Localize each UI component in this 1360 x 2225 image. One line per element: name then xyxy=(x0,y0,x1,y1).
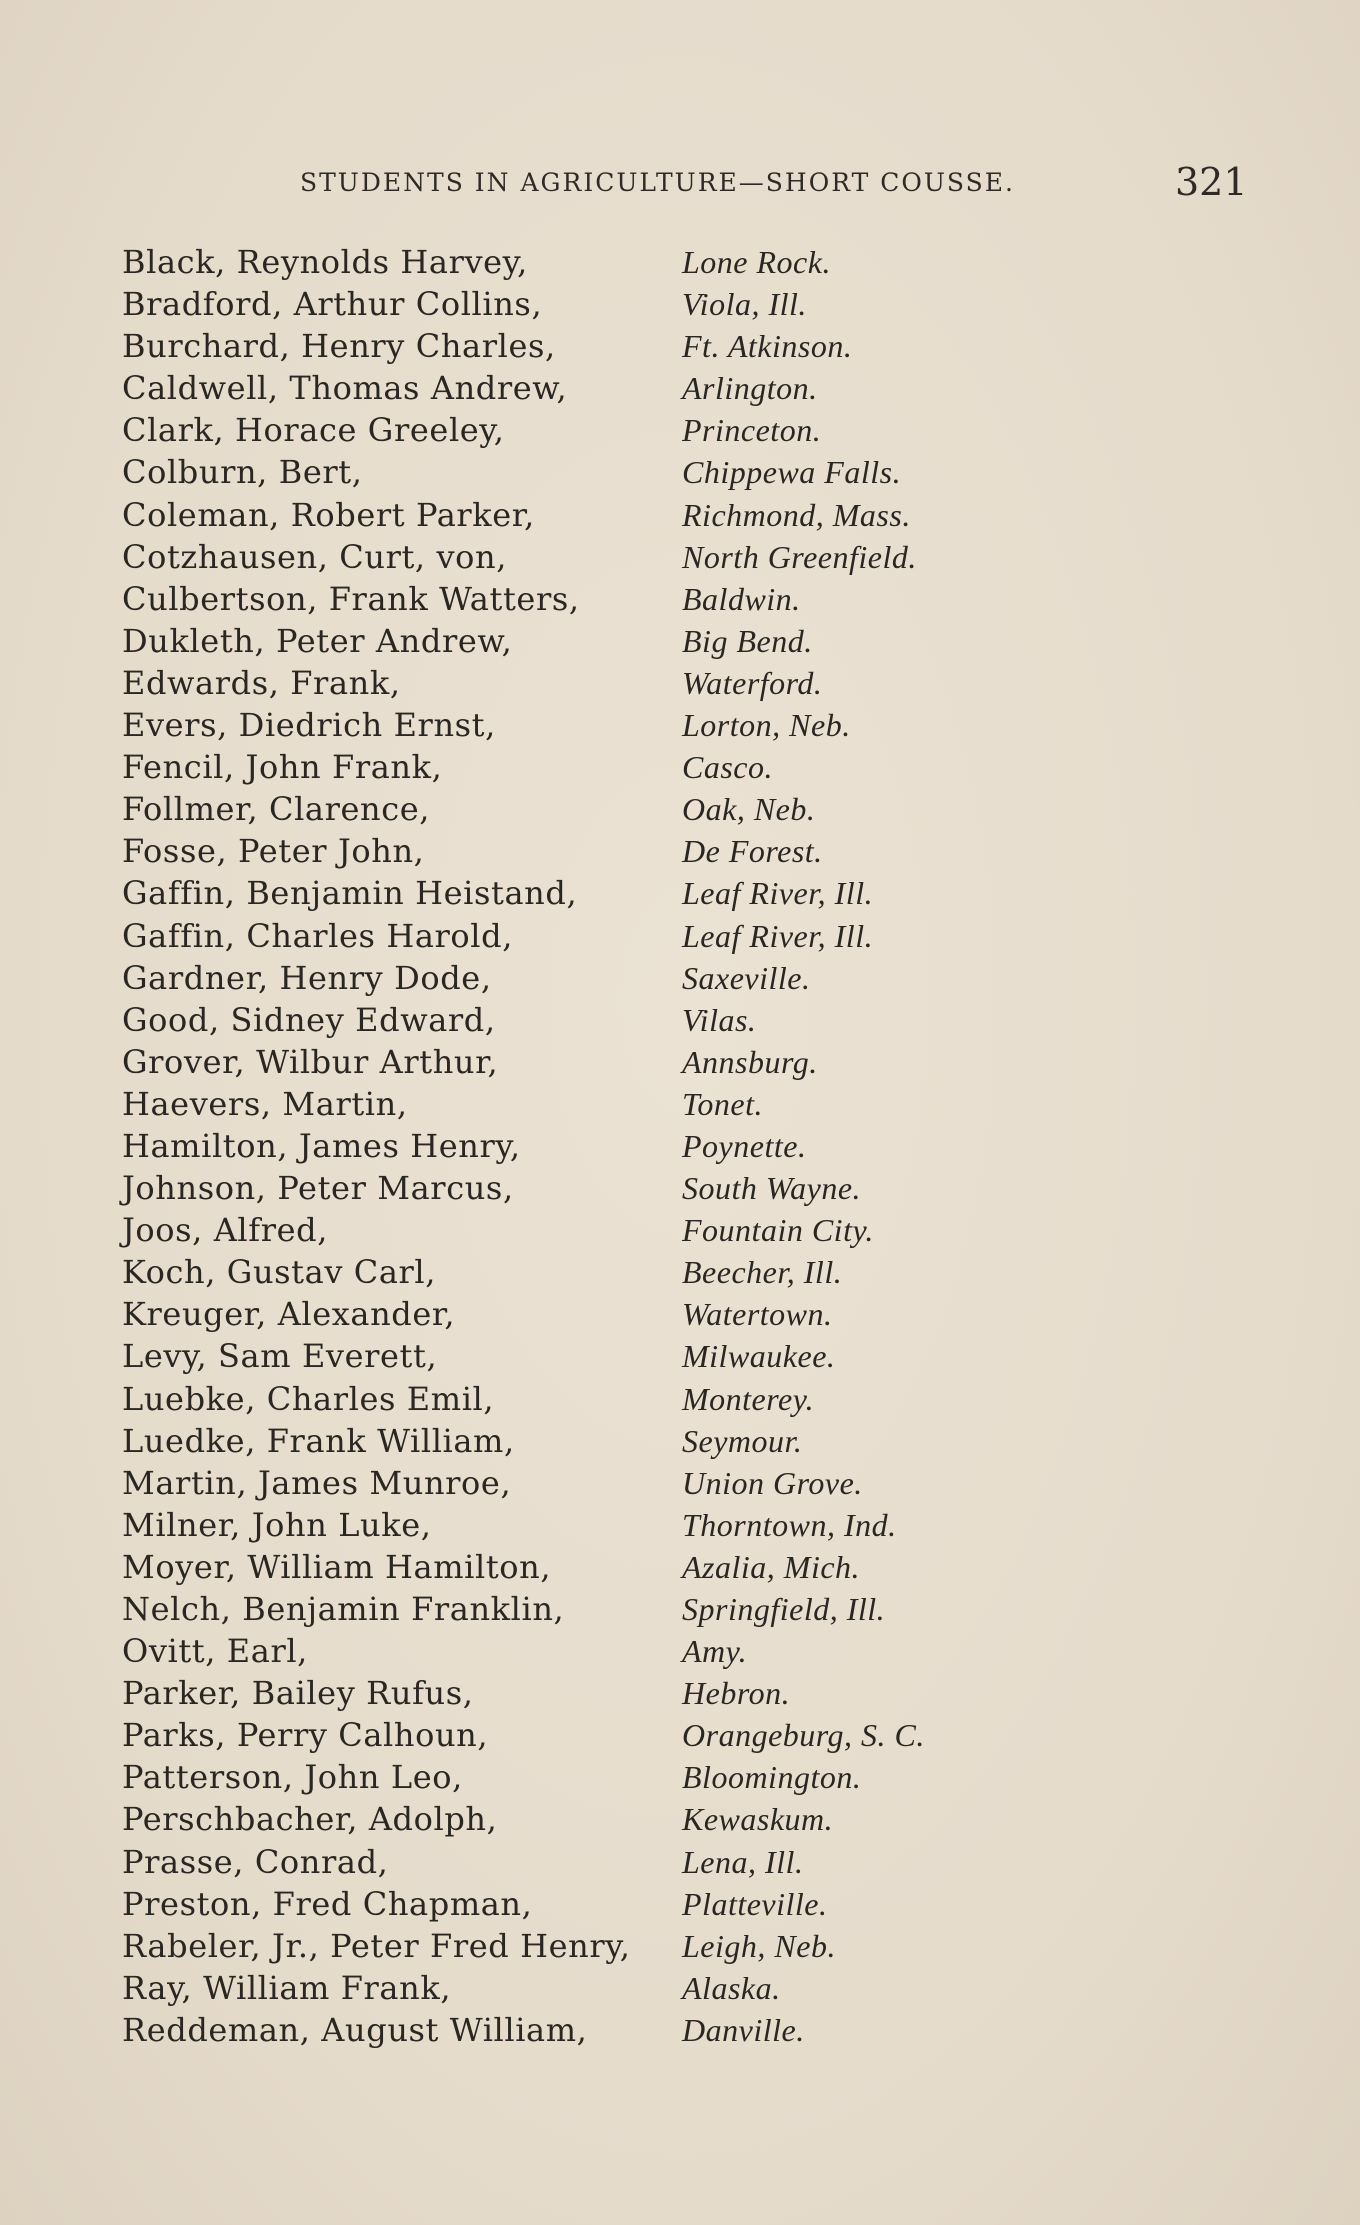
student-name: Preston, Fred Chapman, xyxy=(122,1884,533,1923)
student-hometown: Hebron. xyxy=(682,1675,791,1712)
student-name: Koch, Gustav Carl, xyxy=(122,1253,437,1292)
list-item xyxy=(0,578,1360,620)
student-name: Clark, Horace Greeley, xyxy=(122,411,505,450)
list-item xyxy=(0,1672,1360,1714)
list-item xyxy=(0,2009,1360,2051)
student-hometown: Waterford. xyxy=(682,664,823,701)
list-item xyxy=(0,1925,1360,1967)
list-item xyxy=(0,1083,1360,1125)
list-item xyxy=(0,325,1360,367)
list-item xyxy=(0,1420,1360,1462)
student-hometown: Seymour. xyxy=(682,1422,803,1459)
list-item xyxy=(0,620,1360,662)
student-name: Martin, James Munroe, xyxy=(122,1463,512,1502)
student-hometown: Alaska. xyxy=(682,1969,781,2006)
student-name: Nelch, Benjamin Franklin, xyxy=(122,1590,565,1628)
list-item xyxy=(0,1756,1360,1798)
student-name: Coleman, Robert Parker, xyxy=(122,495,535,534)
list-item xyxy=(0,662,1360,704)
student-hometown: Orangeburg, S. C. xyxy=(682,1717,925,1754)
student-name: Gaffin, Benjamin Heistand, xyxy=(122,874,578,913)
page-header xyxy=(0,160,1360,210)
student-hometown: Amy. xyxy=(682,1633,748,1670)
student-hometown: Kewaskum. xyxy=(682,1801,834,1838)
student-name: Culbertson, Frank Watters, xyxy=(122,579,580,618)
student-hometown: Annsburg. xyxy=(682,1043,818,1080)
student-name: Kreuger, Alexander, xyxy=(122,1295,456,1334)
list-item xyxy=(0,1251,1360,1293)
student-name: Ray, William Frank, xyxy=(122,1968,452,2007)
student-name: Luebke, Charles Emil, xyxy=(122,1379,495,1418)
student-hometown: Springfield, Ill. xyxy=(682,1591,886,1627)
student-hometown: Leigh, Neb. xyxy=(682,1927,836,1964)
student-hometown: Vilas. xyxy=(682,1001,757,1038)
student-hometown: Union Grove. xyxy=(682,1464,863,1501)
student-hometown: Platteville. xyxy=(682,1885,828,1922)
student-hometown: Azalia, Mich. xyxy=(682,1548,861,1585)
student-hometown: North Greenfield. xyxy=(682,538,917,575)
student-hometown: De Forest. xyxy=(682,833,823,870)
student-hometown: Baldwin. xyxy=(682,580,801,617)
student-name: Fencil, John Frank, xyxy=(122,748,443,787)
list-item xyxy=(0,1714,1360,1756)
list-item xyxy=(0,367,1360,409)
student-name: Moyer, William Hamilton, xyxy=(122,1547,552,1586)
student-hometown: Leaf River, Ill. xyxy=(682,917,874,954)
student-name: Edwards, Frank, xyxy=(122,663,401,702)
student-name: Black, Reynolds Harvey, xyxy=(122,243,528,281)
student-name: Joos, Alfred, xyxy=(122,1211,329,1250)
list-item xyxy=(0,830,1360,872)
list-item xyxy=(0,872,1360,914)
student-hometown: Beecher, Ill. xyxy=(682,1254,843,1291)
list-item xyxy=(0,1546,1360,1588)
student-name: Rabeler, Jr., Peter Fred Henry, xyxy=(122,1926,631,1965)
list-item xyxy=(0,241,1360,283)
student-name: Gaffin, Charles Harold, xyxy=(122,916,513,955)
student-hometown: Tonet. xyxy=(682,1085,763,1122)
list-item xyxy=(0,1588,1360,1630)
student-name: Caldwell, Thomas Andrew, xyxy=(122,369,568,408)
student-name: Johnson, Peter Marcus, xyxy=(122,1169,514,1208)
student-name: Luedke, Frank William, xyxy=(122,1421,515,1460)
student-name: Patterson, John Leo, xyxy=(122,1758,463,1797)
student-name: Burchard, Henry Charles, xyxy=(122,327,556,366)
student-hometown: Leaf River, Ill. xyxy=(682,875,874,912)
list-item xyxy=(0,1462,1360,1504)
list-item xyxy=(0,1378,1360,1420)
student-hometown: Princeton. xyxy=(682,412,822,449)
student-hometown: Monterey. xyxy=(682,1380,815,1417)
list-item xyxy=(0,1630,1360,1672)
student-hometown: Lorton, Neb. xyxy=(682,707,851,744)
student-hometown: Poynette. xyxy=(682,1127,807,1164)
student-hometown: Danville. xyxy=(682,2011,805,2048)
student-name: Fosse, Peter John, xyxy=(122,832,425,871)
student-name: Bradford, Arthur Collins, xyxy=(122,285,543,324)
student-hometown: Saxeville. xyxy=(682,959,811,996)
student-hometown: Casco. xyxy=(682,749,773,786)
student-name: Good, Sidney Edward, xyxy=(122,1000,496,1039)
list-item xyxy=(0,704,1360,746)
student-name: Dukleth, Peter Andrew, xyxy=(122,621,513,660)
list-item xyxy=(0,1967,1360,2009)
student-name: Colburn, Bert, xyxy=(122,453,363,492)
student-name: Reddeman, August William, xyxy=(122,2010,588,2049)
student-list xyxy=(0,241,1360,2051)
student-name: Gardner, Henry Dode, xyxy=(122,958,492,997)
student-name: Prasse, Conrad, xyxy=(122,1842,389,1881)
running-head: STUDENTS IN AGRICULTURE—SHORT COUSSE. xyxy=(300,168,1015,197)
student-name: Levy, Sam Everett, xyxy=(122,1337,438,1376)
student-name: Grover, Wilbur Arthur, xyxy=(122,1042,499,1081)
student-hometown: Milwaukee. xyxy=(682,1338,836,1375)
student-hometown: Lone Rock. xyxy=(682,244,831,280)
list-item xyxy=(0,1167,1360,1209)
list-item xyxy=(0,1504,1360,1546)
list-item xyxy=(0,746,1360,788)
student-name: Parks, Perry Calhoun, xyxy=(122,1716,489,1755)
list-item xyxy=(0,1798,1360,1840)
list-item xyxy=(0,957,1360,999)
student-hometown: Big Bend. xyxy=(682,622,813,659)
student-hometown: Arlington. xyxy=(682,370,818,407)
list-item xyxy=(0,283,1360,325)
list-item xyxy=(0,1841,1360,1883)
student-name: Haevers, Martin, xyxy=(122,1084,408,1123)
student-name: Perschbacher, Adolph, xyxy=(122,1800,498,1839)
student-name: Hamilton, James Henry, xyxy=(122,1126,521,1165)
list-item xyxy=(0,915,1360,957)
student-hometown: Fountain City. xyxy=(682,1212,874,1249)
list-item xyxy=(0,1209,1360,1251)
student-hometown: Watertown. xyxy=(682,1296,833,1333)
list-item xyxy=(0,1883,1360,1925)
student-hometown: Bloomington. xyxy=(682,1759,862,1796)
student-hometown: Ft. Atkinson. xyxy=(682,328,853,365)
student-hometown: Chippewa Falls. xyxy=(682,454,902,491)
student-name: Cotzhausen, Curt, von, xyxy=(122,537,507,576)
student-hometown: South Wayne. xyxy=(682,1170,862,1207)
page-number: 321 xyxy=(1175,160,1248,204)
student-name: Follmer, Clarence, xyxy=(122,790,431,829)
list-item xyxy=(0,536,1360,578)
student-hometown: Thorntown, Ind. xyxy=(682,1506,897,1543)
list-item xyxy=(0,999,1360,1041)
student-name: Evers, Diedrich Ernst, xyxy=(122,706,496,745)
list-item xyxy=(0,1041,1360,1083)
list-item xyxy=(0,1125,1360,1167)
list-item xyxy=(0,494,1360,536)
student-hometown: Lena, Ill. xyxy=(682,1843,804,1880)
student-hometown: Oak, Neb. xyxy=(682,791,816,828)
student-hometown: Richmond, Mass. xyxy=(682,496,911,533)
list-item xyxy=(0,1335,1360,1377)
student-name: Ovitt, Earl, xyxy=(122,1632,308,1671)
student-name: Parker, Bailey Rufus, xyxy=(122,1674,474,1713)
list-item xyxy=(0,409,1360,451)
list-item xyxy=(0,1293,1360,1335)
list-item xyxy=(0,451,1360,493)
student-name: Milner, John Luke, xyxy=(122,1505,432,1544)
list-item xyxy=(0,788,1360,830)
student-hometown: Viola, Ill. xyxy=(682,286,807,323)
